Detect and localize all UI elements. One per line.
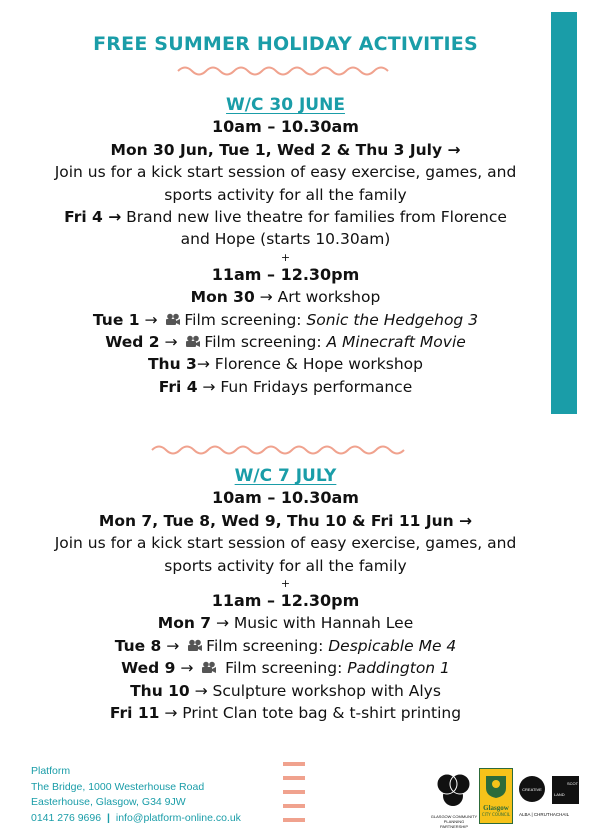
- schedule-arrow-text: → Print Clan tote bag & t-shirt printing: [159, 704, 462, 723]
- schedule-arrow-text: →: [139, 310, 163, 329]
- schedule-day: Wed 2: [105, 333, 160, 352]
- glasgow-logo-name: Glasgow: [483, 804, 509, 812]
- week2-items: [0, 612, 571, 724]
- film-camera-icon: [185, 335, 201, 348]
- schedule-arrow-text: →: [161, 636, 185, 655]
- gcpp-logo-text: GLASGOW COMMUNITY PLANNING PARTNERSHIP: [430, 814, 478, 829]
- film-camera-icon: [187, 639, 203, 652]
- creative-scotland-logo: [519, 776, 581, 824]
- week2-section: [0, 465, 571, 724]
- schedule-arrow-text: →: [159, 333, 183, 352]
- schedule-item: [0, 376, 571, 398]
- week2-plus: +: [280, 577, 291, 591]
- week2-desc-line2: sports activity for all the family: [164, 556, 407, 575]
- schedule-arrow-text: → Fun Fridays performance: [197, 377, 413, 396]
- schedule-day: Thu 3: [147, 355, 197, 374]
- week1-heading: W/C 30 JUNE: [226, 95, 345, 115]
- schedule-arrow-text: → Florence & Hope workshop: [196, 355, 423, 374]
- schedule-day: Tue 1: [92, 310, 140, 329]
- schedule-item: [0, 612, 571, 634]
- film-prefix: Film screening:: [204, 333, 327, 352]
- schedule-arrow-text: → Music with Hannah Lee: [211, 614, 414, 633]
- footer-city: Easterhouse, Glasgow, G34 9JW: [31, 796, 186, 808]
- film-title: Sonic the Hedgehog 3: [306, 310, 479, 329]
- glasgow-city-council-logo: [479, 768, 513, 824]
- schedule-item: [0, 286, 571, 308]
- week1-items: [0, 286, 571, 398]
- glasgow-crest-icon: [482, 772, 510, 800]
- week1-fri-day: Fri 4 →: [64, 208, 122, 227]
- creative-scotland-subtext: ALBA | CHRUTHACHAIL: [519, 812, 570, 817]
- film-prefix: Film screening:: [220, 659, 348, 678]
- gcpp-logo-mark: [430, 770, 478, 810]
- schedule-item: [0, 635, 571, 657]
- schedule-day: Tue 8: [114, 636, 162, 655]
- wave-divider-top: [176, 64, 396, 78]
- schedule-item: [0, 702, 571, 724]
- schedule-item: [0, 657, 571, 679]
- week1-fri-line2: and Hope (starts 10.30am): [180, 230, 391, 249]
- week1-time1: 10am – 10.30am: [212, 117, 359, 137]
- week1-fri-line: [0, 206, 571, 228]
- footer-contact: [31, 811, 241, 827]
- week1-days-line: Mon 30 Jun, Tue 1, Wed 2 & Thu 3 July →: [110, 140, 461, 159]
- schedule-day: Mon 30: [190, 288, 255, 307]
- schedule-item: [0, 309, 571, 331]
- schedule-arrow-text: → Sculpture workshop with Alys: [189, 681, 441, 700]
- schedule-item: [0, 680, 571, 702]
- week1-section: [0, 94, 571, 398]
- film-prefix: Film screening:: [184, 310, 307, 329]
- film-title: Paddington 1: [347, 659, 450, 678]
- wave-divider-middle: [150, 443, 410, 457]
- week1-desc-line1: Join us for a kick start session of easy exercise, games, and: [54, 163, 517, 182]
- footer-address: [31, 764, 241, 826]
- film-camera-icon: [201, 661, 217, 674]
- film-prefix: Film screening:: [206, 636, 329, 655]
- film-title: Despicable Me 4: [328, 636, 457, 655]
- decorative-stripes: [283, 762, 305, 832]
- week2-desc-line1: Join us for a kick start session of easy exercise, games, and: [54, 534, 517, 553]
- footer-street: The Bridge, 1000 Westerhouse Road: [31, 780, 205, 793]
- footer-email[interactable]: info@platform-online.co.uk: [115, 811, 241, 824]
- film-camera-icon: [165, 313, 181, 326]
- schedule-arrow-text: →: [175, 659, 199, 678]
- creative-circle: CREATIVE: [519, 776, 545, 802]
- page-title: FREE SUMMER HOLIDAY ACTIVITIES: [93, 33, 478, 55]
- glasgow-logo-sub: CITY COUNCIL: [481, 812, 511, 817]
- footer-phone[interactable]: 0141 276 9696: [31, 811, 102, 824]
- week2-time1: 10am – 10.30am: [212, 488, 359, 508]
- scotland-text-bottom: LAND: [554, 792, 565, 797]
- week1-time2: 11am – 12.30pm: [211, 264, 360, 284]
- footer-separator: |: [107, 811, 110, 824]
- schedule-arrow-text: → Art workshop: [254, 288, 381, 307]
- week2-heading: W/C 7 JULY: [234, 466, 337, 486]
- week1-fri-text: Brand new live theatre for families from Florence: [121, 208, 507, 227]
- schedule-day: Fri 11: [109, 704, 160, 723]
- week1-desc-line2: sports activity for all the family: [164, 185, 407, 204]
- week2-time2: 11am – 12.30pm: [211, 591, 360, 611]
- gcpp-logo: [430, 770, 478, 829]
- week2-days-line: Mon 7, Tue 8, Wed 9, Thu 10 & Fri 11 Jun →: [98, 511, 473, 530]
- schedule-day: Fri 4: [158, 377, 198, 396]
- week1-plus: +: [280, 250, 291, 264]
- footer-venue: Platform: [31, 765, 71, 777]
- schedule-item: [0, 353, 571, 375]
- film-title: A Minecraft Movie: [326, 333, 466, 352]
- schedule-day: Wed 9: [121, 659, 176, 678]
- scotland-text-top: SCOT: [567, 781, 579, 786]
- schedule-day: Thu 10: [130, 681, 190, 700]
- schedule-item: [0, 331, 571, 353]
- schedule-day: Mon 7: [157, 614, 212, 633]
